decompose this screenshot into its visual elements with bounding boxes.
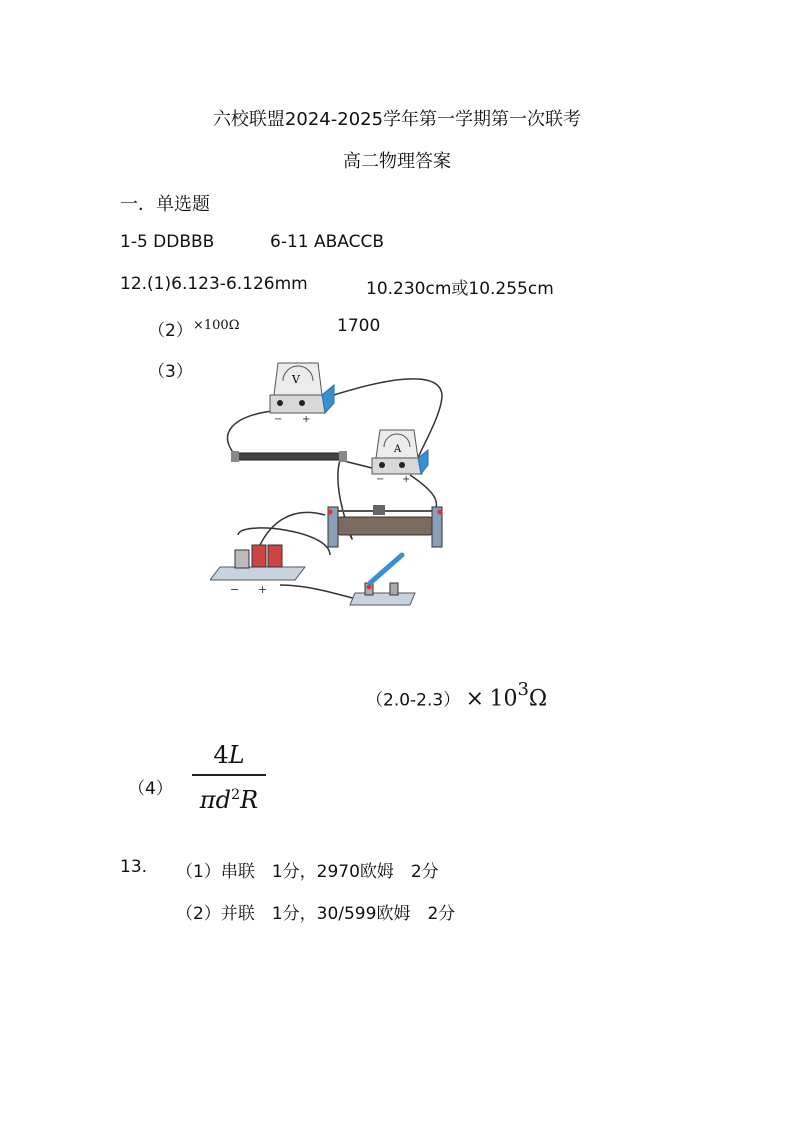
ammeter bbox=[372, 430, 428, 485]
answers-6-11: 6-11 ABACCB bbox=[270, 232, 385, 252]
battery-minus-label: − bbox=[230, 583, 240, 596]
q12-p1-answer-a: 6.123-6.126mm bbox=[171, 274, 308, 294]
ammeter-plus-label: + bbox=[402, 474, 411, 485]
q12-p3-label: （3） bbox=[148, 362, 193, 382]
q12-p3-range: （2.0-2.3） bbox=[366, 690, 461, 711]
section-heading: 一．单选题 bbox=[120, 194, 210, 215]
formula-fraction-bar bbox=[192, 774, 266, 776]
q13-label: 13. bbox=[120, 857, 148, 877]
voltmeter-symbol: V bbox=[292, 373, 300, 386]
q13-part2: （2）并联 1分，30/599欧姆 2分 bbox=[176, 904, 456, 924]
ammeter-symbol: A bbox=[394, 444, 402, 455]
formula-numerator: 4L bbox=[213, 741, 245, 769]
voltmeter-plus-label: + bbox=[302, 414, 311, 425]
q12-p3-exponent: 3 bbox=[517, 679, 529, 700]
q12-p3-base: 10 bbox=[489, 686, 518, 712]
voltmeter-minus-label: − bbox=[274, 414, 283, 425]
q12-p3-result bbox=[366, 679, 548, 712]
ammeter-minus-label: − bbox=[376, 474, 385, 485]
q12-p3-unit: Ω bbox=[528, 686, 548, 712]
resistance-wire bbox=[231, 451, 347, 462]
battery bbox=[210, 545, 305, 596]
q12-p2-label: （2） bbox=[148, 321, 193, 341]
circuit-diagram bbox=[210, 355, 450, 615]
q12-p2-value: 1700 bbox=[337, 316, 381, 336]
document-title: 六校联盟2024-2025学年第一学期第一次联考 bbox=[212, 109, 582, 130]
q12-p1-answer-b: 10.230cm或10.255cm bbox=[366, 279, 554, 299]
voltmeter bbox=[270, 363, 334, 425]
q12-p4-formula bbox=[188, 740, 270, 815]
document-subtitle: 高二物理答案 bbox=[343, 151, 451, 172]
switch bbox=[350, 555, 415, 605]
rheostat bbox=[328, 505, 443, 547]
formula-denominator: $\pi d^2R$ bbox=[199, 786, 259, 814]
q12-p1-prefix: (1) bbox=[147, 274, 172, 294]
q13-part1: （1）串联 1分，2970欧姆 2分 bbox=[176, 862, 439, 882]
answers-1-5: 1-5 DDBBB bbox=[120, 232, 215, 252]
q12-p2-multiplier: ×100Ω bbox=[193, 318, 240, 333]
q12-p3-times: × bbox=[465, 686, 485, 712]
q12-p4-label: （4） bbox=[128, 779, 173, 799]
battery-plus-label: + bbox=[258, 583, 268, 596]
q12-line1 bbox=[120, 274, 308, 294]
q12-label: 12. bbox=[120, 274, 148, 294]
